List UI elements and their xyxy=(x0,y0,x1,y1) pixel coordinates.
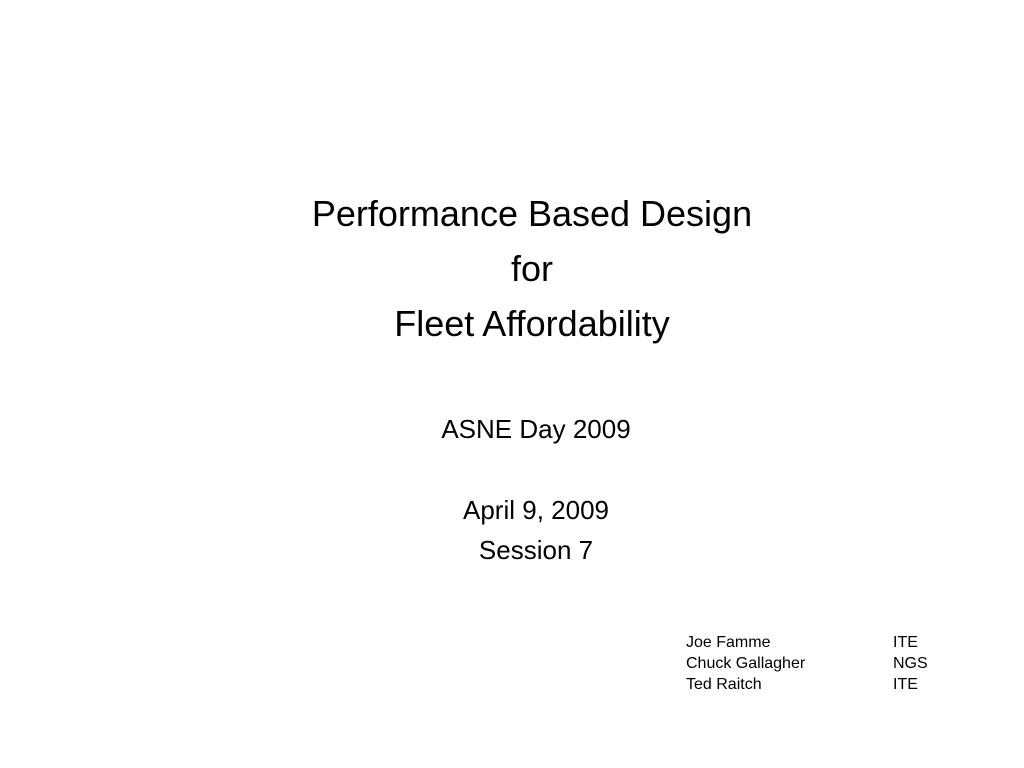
date-session-block xyxy=(0,490,1024,570)
author-row xyxy=(686,653,928,674)
author-name: Joe Famme xyxy=(686,634,771,651)
event-date: April 9, 2009 xyxy=(463,495,609,525)
event-block xyxy=(0,409,1024,449)
author-row xyxy=(686,674,928,695)
slide-title xyxy=(0,186,1024,351)
author-row xyxy=(686,632,928,653)
event-name: ASNE Day 2009 xyxy=(441,414,631,444)
authors-list xyxy=(686,632,928,695)
title-line-3: Fleet Affordability xyxy=(394,303,670,344)
author-org: ITE xyxy=(893,634,918,651)
author-org: NGS xyxy=(893,655,928,672)
session-label: Session 7 xyxy=(478,535,594,565)
title-line-1: Performance Based Design xyxy=(311,193,753,234)
author-name: Ted Raitch xyxy=(686,676,762,693)
title-line-2: for xyxy=(510,248,553,289)
author-name: Chuck Gallagher xyxy=(686,655,806,672)
author-org: ITE xyxy=(893,676,918,693)
